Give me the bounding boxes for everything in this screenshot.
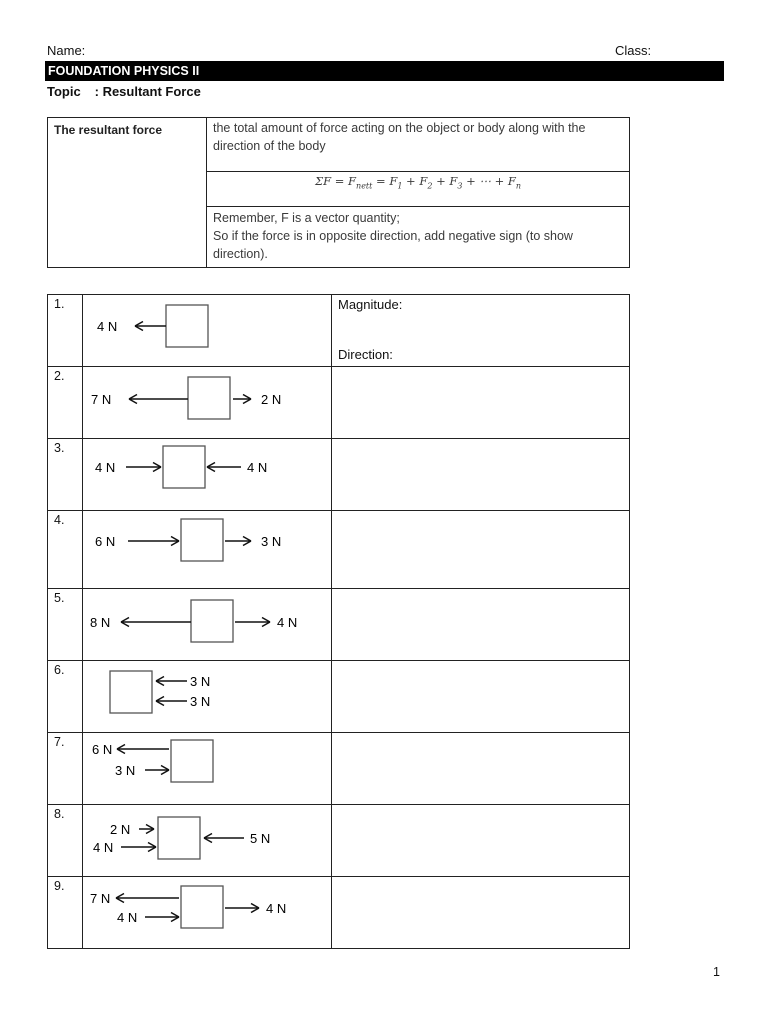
force-diagram-5 <box>83 589 332 661</box>
vector-note-line2: So if the force is in opposite direction, add negative sign (to show direction). <box>213 229 573 261</box>
force-label: 3 N <box>115 763 136 778</box>
question-row <box>48 367 630 439</box>
question-number: 8. <box>48 805 83 877</box>
force-diagram-svg <box>83 661 331 733</box>
force-diagram-svg <box>83 439 331 511</box>
question-row <box>48 733 630 805</box>
question-number: 3. <box>48 439 83 511</box>
object-box <box>110 671 152 713</box>
answer-cell[interactable] <box>332 511 630 589</box>
force-label: 4 N <box>277 615 298 630</box>
name-label: Name: <box>47 43 86 58</box>
question-number: 7. <box>48 733 83 805</box>
force-diagram-3 <box>83 439 332 511</box>
force-diagram-7 <box>83 733 332 805</box>
force-diagram-2 <box>83 367 332 439</box>
force-diagram-svg <box>83 877 331 949</box>
object-box <box>181 519 223 561</box>
force-label: 6 N <box>95 534 116 549</box>
magnitude-label: Magnitude: <box>338 297 403 312</box>
answer-cell[interactable] <box>332 877 630 949</box>
questions-table <box>47 294 630 949</box>
answer-cell[interactable] <box>332 367 630 439</box>
course-banner: FOUNDATION PHYSICS II <box>45 61 724 81</box>
object-box <box>163 446 205 488</box>
force-diagram-4 <box>83 511 332 589</box>
page-number: 1 <box>713 965 720 979</box>
force-label: 2 N <box>261 392 282 407</box>
force-label: 5 N <box>250 831 271 846</box>
force-diagram-8 <box>83 805 332 877</box>
answer-cell[interactable] <box>332 661 630 733</box>
force-label: 4 N <box>93 840 114 855</box>
answer-cell[interactable] <box>332 295 630 367</box>
question-row <box>48 511 630 589</box>
formula-lhs: ΣF = F <box>315 174 357 188</box>
topic-label: Topic <box>47 84 81 99</box>
force-label: 4 N <box>266 901 287 916</box>
question-number: 4. <box>48 511 83 589</box>
force-label: 3 N <box>190 674 211 689</box>
force-diagram-9 <box>83 877 332 949</box>
force-label: 7 N <box>90 891 111 906</box>
class-label: Class: <box>615 43 652 58</box>
object-box <box>188 377 230 419</box>
force-label: 4 N <box>97 319 118 334</box>
force-label: 2 N <box>110 822 131 837</box>
force-diagram-svg <box>83 295 331 367</box>
object-box <box>158 817 200 859</box>
force-label: 6 N <box>92 742 113 757</box>
topic-line <box>47 84 201 99</box>
question-row <box>48 439 630 511</box>
force-label: 4 N <box>95 460 116 475</box>
formula-sub-3: 3 <box>457 181 463 191</box>
object-box <box>171 740 213 782</box>
question-number: 9. <box>48 877 83 949</box>
question-row <box>48 589 630 661</box>
force-label: 7 N <box>91 392 112 407</box>
force-diagram-svg <box>83 805 331 877</box>
force-diagram-svg <box>83 733 331 805</box>
question-number: 2. <box>48 367 83 439</box>
resultant-formula: $\Sigma F = F_{nett} = F_1 + F_2 + F_3$ + ⋯ + $F_n$ <box>207 172 630 207</box>
object-box <box>181 886 223 928</box>
question-row <box>48 877 630 949</box>
force-diagram-6 <box>83 661 332 733</box>
question-number: 1. <box>48 295 83 367</box>
force-label: 3 N <box>190 694 211 709</box>
formula-sub-n: n <box>515 181 521 191</box>
object-box <box>191 600 233 642</box>
force-diagram-svg <box>83 367 331 439</box>
force-label: 4 N <box>117 910 138 925</box>
definition-term: The resultant force <box>48 118 207 268</box>
question-number: 6. <box>48 661 83 733</box>
question-number: 5. <box>48 589 83 661</box>
question-row <box>48 661 630 733</box>
force-diagram-svg <box>83 511 331 589</box>
question-row <box>48 295 630 367</box>
topic-value: : Resultant Force <box>94 84 201 99</box>
answer-cell[interactable] <box>332 805 630 877</box>
definition-table <box>47 117 630 268</box>
answer-cell[interactable] <box>332 733 630 805</box>
question-row <box>48 805 630 877</box>
force-diagram-svg <box>83 589 331 661</box>
formula-sub-nett: nett <box>356 181 373 191</box>
force-label: 8 N <box>90 615 111 630</box>
definition-meaning: the total amount of force acting on the object or body along with the direction of the body <box>207 118 630 172</box>
object-box <box>166 305 208 347</box>
vector-note-line1: Remember, F is a vector quantity; <box>213 211 400 225</box>
force-label: 4 N <box>247 460 268 475</box>
answer-cell[interactable] <box>332 589 630 661</box>
answer-cell[interactable] <box>332 439 630 511</box>
force-diagram-1 <box>83 295 332 367</box>
force-label: 3 N <box>261 534 282 549</box>
formula-rhs: = F <box>372 174 398 188</box>
formula-sub-1: 1 <box>397 181 403 191</box>
direction-label: Direction: <box>338 347 393 362</box>
vector-note <box>207 207 630 268</box>
formula-sub-2: 2 <box>427 181 433 191</box>
